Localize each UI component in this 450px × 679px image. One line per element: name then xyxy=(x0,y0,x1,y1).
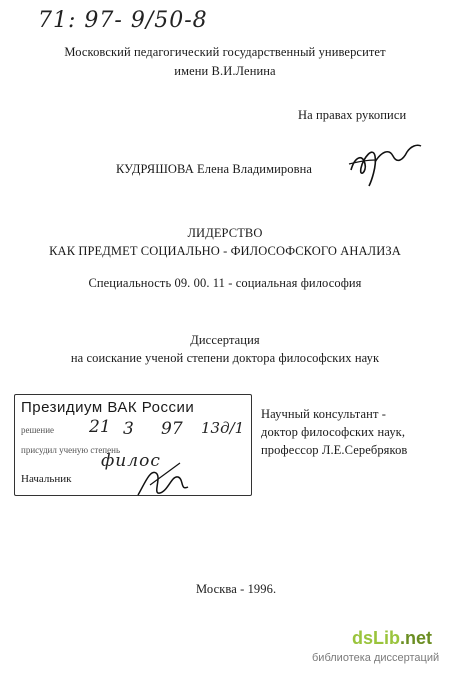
stamp-handwritten-field: филос xyxy=(101,451,161,471)
stamp-number: 13д/1 xyxy=(201,419,245,437)
author-name: КУДРЯШОВА Елена Владимировна xyxy=(116,162,313,176)
watermark-brand: dsLib xyxy=(352,628,400,648)
stamp-conferred-label: присудил ученую степень xyxy=(21,445,121,455)
dissertation-title-line-2: КАК ПРЕДМЕТ СОЦИАЛЬНО - ФИЛОСОФСКОГО АНАЛИЗА xyxy=(49,244,401,258)
degree-line: на соискание ученой степени доктора философских наук xyxy=(70,351,380,365)
dissertation-title-line-1: ЛИДЕРСТВО xyxy=(187,226,263,240)
place-year: Москва - 1996. xyxy=(196,582,277,596)
specialty: Специальность 09. 00. 11 - социальная философия xyxy=(88,276,362,290)
university-named-after: имени В.И.Ленина xyxy=(174,64,276,78)
rights-note: На правах рукописи xyxy=(298,108,407,122)
advisor-line-1: Научный консультант - xyxy=(261,407,387,421)
university-name: Московский педагогический государственный университет xyxy=(64,45,386,59)
dslib-logo xyxy=(352,628,432,649)
stamp-decision-label: решение xyxy=(21,425,55,435)
advisor-line-3: профессор Л.Е.Серебряков xyxy=(261,443,408,457)
stamp-date-day: 21 xyxy=(89,417,111,437)
advisor-line-2: доктор философских наук, xyxy=(261,425,406,439)
dissertation-label: Диссертация xyxy=(190,333,260,347)
stamp-date-month: 3 xyxy=(123,419,134,439)
stamp-date-year: 97 xyxy=(161,419,183,439)
watermark-subtitle: библиотека диссертаций xyxy=(312,652,440,664)
stamp-header: Президиум ВАК России xyxy=(21,399,195,416)
stamp-chief-label: Начальник xyxy=(21,473,72,485)
archive-number: 71: 97- 9/50-8 xyxy=(38,8,208,33)
signature-icon xyxy=(345,138,425,190)
watermark-tld: .net xyxy=(400,628,433,648)
stamp-signature-icon xyxy=(130,455,200,505)
